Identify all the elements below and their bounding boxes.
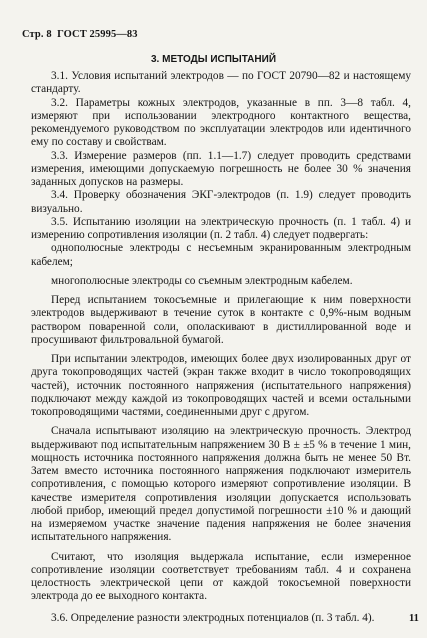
paragraph-3-3: 3.3. Измерение размеров (пп. 1.1—1.7) следует проводить средствами измерения, имеющими допускаемую погрешность не более 30 % значения заданных допусков на размеры. [31, 149, 411, 188]
paragraph-3-5: 3.5. Испытанию изоляции на электрическую прочность (п. 1 табл. 4) и измерению сопротивления изоляции (п. 2 табл. 4) следует подвергать: [31, 215, 411, 241]
paragraph-preparation: Перед испытанием токосъемные и прилегающие к ним поверхности электродов выдерживают в течение суток в контакте с 0,9%-ным водным раствором поваренной соли, ополаскивают в дистиллированной воде и просушивают фильтровальной бумагой. [31, 294, 411, 346]
paragraph-multi-part: При испытании электродов, имеющих более двух изолированных друг от друга токопроводящих частей (экран также входит в число токопроводящих частей), источник постоянного напряжения (испытательного напряжения) подключают между каждой из токопроводящих частей и всеми остальными токопроводящими частями, соединенными друг с другом. [31, 353, 411, 418]
page-label: Стр. 8 [22, 29, 52, 40]
list-item-single-pole: однополюсные электроды с несъемным экранированным электродным кабелем; [31, 242, 411, 268]
paragraph-3-2: 3.2. Параметры кожных электродов, указанные в пп. 3—8 табл. 4, измеряют при использовании электродного контактного вещества, рекомендуемого руководством по эксплуатации электродов или идентичного ему по составу и свойствам. [31, 96, 411, 149]
paragraph-3-1: 3.1. Условия испытаний электродов — по ГОСТ 20790—82 и настоящему стандарту. [31, 70, 411, 96]
paragraph-3-6: 3.6. Определение разности электродных потенциалов (п. 3 табл. 4). [51, 611, 375, 624]
standard-number: ГОСТ 25995—83 [57, 29, 138, 40]
section-title: 3. МЕТОДЫ ИСПЫТАНИЙ [151, 54, 276, 65]
paragraph-3-4: 3.4. Проверку обозначения ЭКГ-электродов (п. 1.9) следует проводить визуально. [31, 189, 411, 215]
document-body [31, 70, 411, 625]
paragraph-pass-criteria: Считают, что изоляция выдержала испытание, если измеренное сопротивление изоляции соответствует требованиям табл. 4 и сохранена целостность электрической цепи от каждой токосъемной поверхности электрода до ее выходного контакта. [31, 550, 411, 603]
paragraph-test-procedure: Сначала испытывают изоляцию на электрическую прочность. Электрод выдерживают под испытательным напряжением 30 В ± ±5 % в течение 1 мин, мощность источника постоянного напряжения должна быть не менее 50 Вт. Затем вместо источника постоянного напряжения подключают измеритель сопротивления, с помощью которого измеряют сопротивление изоляции. В качестве измерителя сопротивления изоляции допускается использовать любой прибор, имеющий предел допустимой погрешности ±10 % и дающий на измеряемом участке значение падения напряжения не более значения испытательного напряжения. [31, 425, 411, 544]
page-header [22, 29, 138, 40]
page-number: 11 [409, 613, 419, 624]
list-item-multi-pole: многополюсные электроды со съемным электродным кабелем. [51, 274, 353, 287]
